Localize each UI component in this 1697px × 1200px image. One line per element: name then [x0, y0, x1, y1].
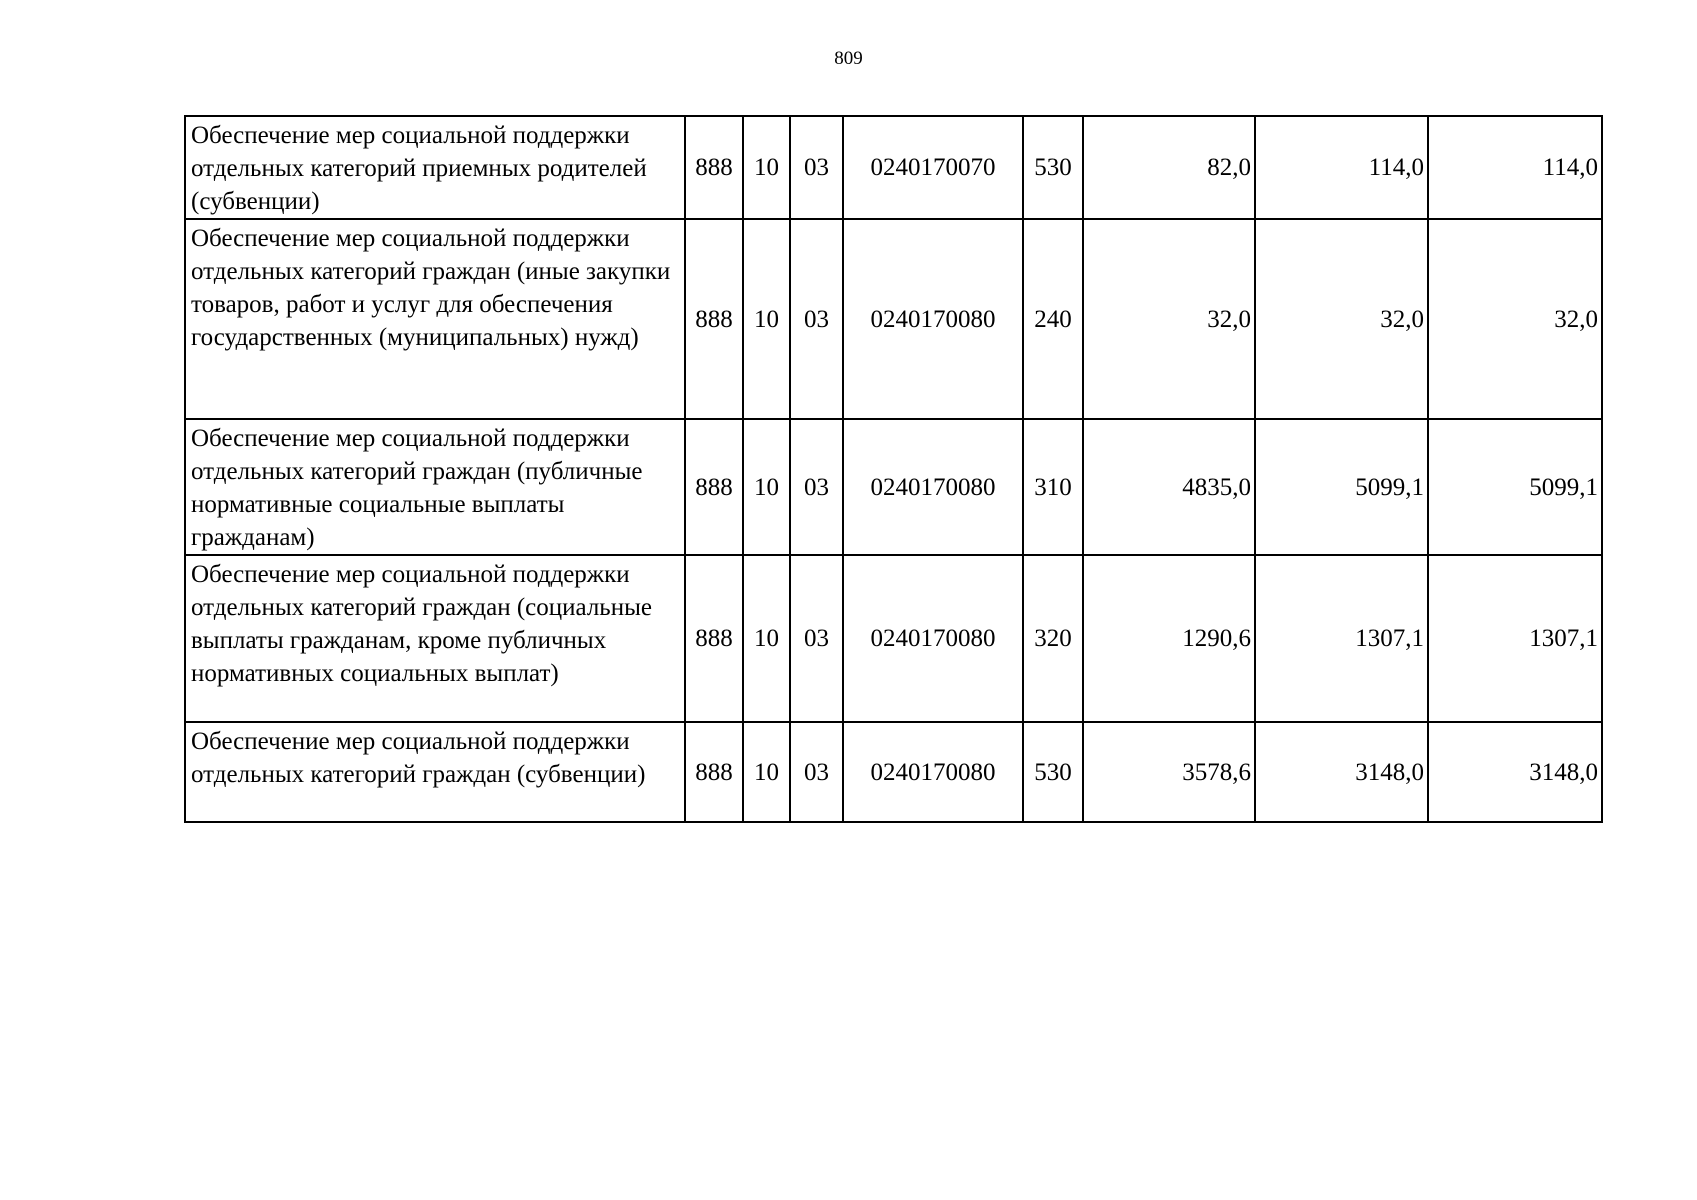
- section-code: 10: [743, 419, 790, 555]
- expense-type-code: 240: [1023, 219, 1083, 419]
- expense-type-code: 310: [1023, 419, 1083, 555]
- target-article-code: 0240170070: [843, 116, 1023, 219]
- table-row: [185, 116, 1602, 219]
- section-code: 10: [743, 116, 790, 219]
- row-description: Обеспечение мер социальной поддержки отдельных категорий граждан (социальные выплаты гражданам, кроме публичных нормативных социальных выплат): [185, 555, 685, 722]
- row-description: Обеспечение мер социальной поддержки отдельных категорий граждан (иные закупки товаров, работ и услуг для обеспечения государственных (муниципальных) нужд): [185, 219, 685, 419]
- ved-code: 888: [685, 219, 743, 419]
- ved-code: 888: [685, 116, 743, 219]
- table-row: [185, 555, 1602, 722]
- subsection-code: 03: [790, 555, 843, 722]
- amount-3: 32,0: [1428, 219, 1602, 419]
- table-row: [185, 219, 1602, 419]
- row-description: Обеспечение мер социальной поддержки отдельных категорий приемных родителей (субвенции): [185, 116, 685, 219]
- amount-1: 1290,6: [1083, 555, 1255, 722]
- table-row: [185, 722, 1602, 822]
- ved-code: 888: [685, 419, 743, 555]
- row-description: Обеспечение мер социальной поддержки отдельных категорий граждан (публичные нормативные социальные выплаты гражданам): [185, 419, 685, 555]
- amount-3: 114,0: [1428, 116, 1602, 219]
- ved-code: 888: [685, 555, 743, 722]
- amount-2: 32,0: [1255, 219, 1428, 419]
- expense-type-code: 530: [1023, 722, 1083, 822]
- subsection-code: 03: [790, 219, 843, 419]
- amount-2: 3148,0: [1255, 722, 1428, 822]
- amount-2: 1307,1: [1255, 555, 1428, 722]
- target-article-code: 0240170080: [843, 219, 1023, 419]
- section-code: 10: [743, 722, 790, 822]
- subsection-code: 03: [790, 419, 843, 555]
- target-article-code: 0240170080: [843, 419, 1023, 555]
- table-row: [185, 419, 1602, 555]
- section-code: 10: [743, 555, 790, 722]
- amount-2: 114,0: [1255, 116, 1428, 219]
- section-code: 10: [743, 219, 790, 419]
- amount-2: 5099,1: [1255, 419, 1428, 555]
- subsection-code: 03: [790, 116, 843, 219]
- expense-type-code: 530: [1023, 116, 1083, 219]
- amount-1: 32,0: [1083, 219, 1255, 419]
- amount-1: 3578,6: [1083, 722, 1255, 822]
- amount-1: 82,0: [1083, 116, 1255, 219]
- row-description: Обеспечение мер социальной поддержки отдельных категорий граждан (субвенции): [185, 722, 685, 822]
- target-article-code: 0240170080: [843, 555, 1023, 722]
- target-article-code: 0240170080: [843, 722, 1023, 822]
- amount-3: 5099,1: [1428, 419, 1602, 555]
- page-number: 809: [834, 48, 863, 69]
- subsection-code: 03: [790, 722, 843, 822]
- amount-1: 4835,0: [1083, 419, 1255, 555]
- expense-type-code: 320: [1023, 555, 1083, 722]
- amount-3: 3148,0: [1428, 722, 1602, 822]
- ved-code: 888: [685, 722, 743, 822]
- amount-3: 1307,1: [1428, 555, 1602, 722]
- budget-table: [184, 115, 1603, 823]
